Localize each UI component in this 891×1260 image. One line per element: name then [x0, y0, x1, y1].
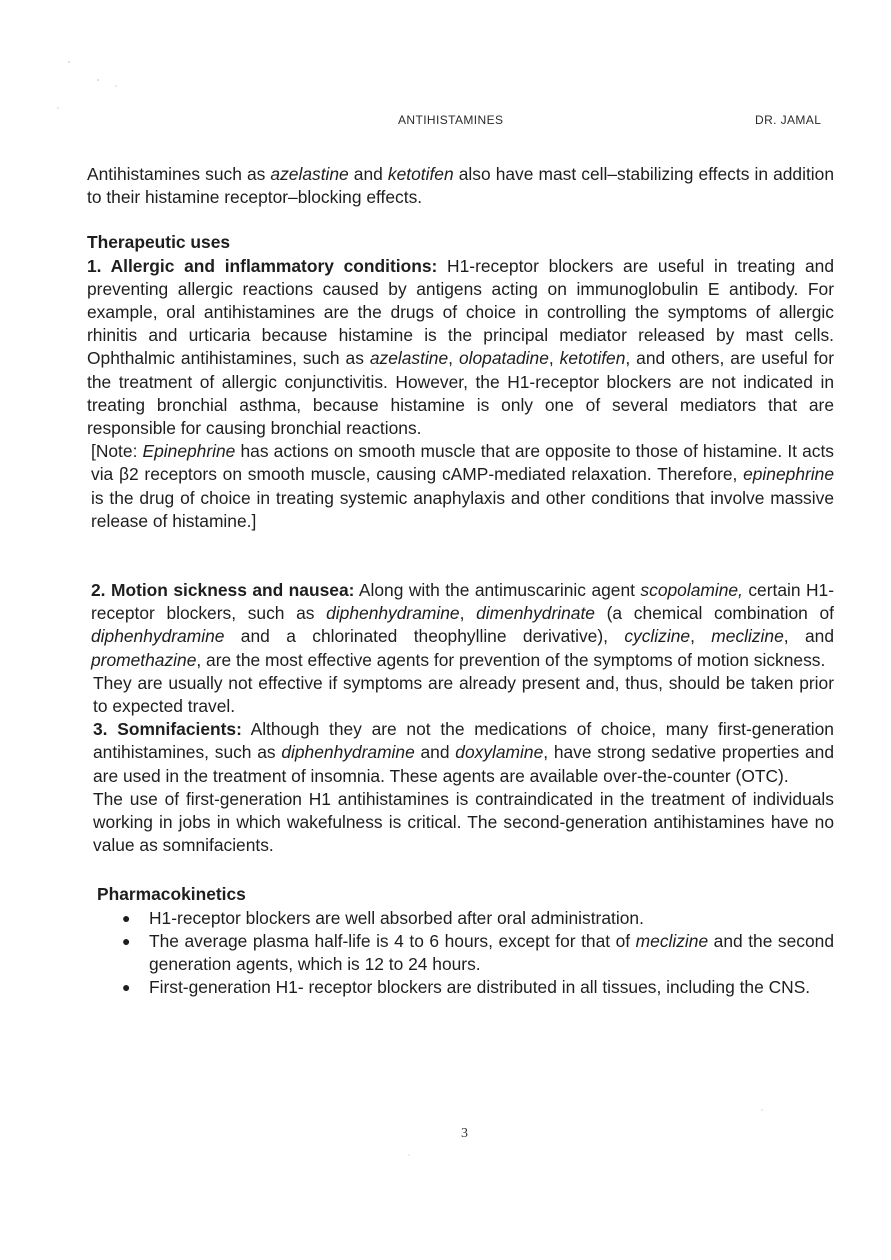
epinephrine-note: [Note: Epinephrine has actions on smooth muscle that are opposite to those of histamine. It acts via β2 receptors on smooth muscle, causing cAMP-mediated relaxation. Therefore, epinephrine is the drug of choice in treating systemic anaphylaxis and other conditions that involve massive release of histamine.]	[91, 441, 835, 531]
bullet-icon: ●	[122, 932, 131, 949]
page-body	[87, 163, 834, 1000]
page-number: 3	[461, 1126, 468, 1141]
contraindication-paragraph: The use of first-generation H1 antihistamines is contraindicated in the treatment of individuals working in jobs in which wakefulness is critical. The second-generation antihistamines have no value as somnifacients.	[93, 788, 834, 856]
list-item: ● The average plasma half-life is 4 to 6 hours, except for that of meclizine and the second generation agents, which is 12 to 24 hours.	[122, 930, 835, 975]
therapeutic-uses-heading: Therapeutic uses	[87, 232, 231, 253]
intro-paragraph: Antihistamines such as azelastine and ketotifen also have mast cell–stabilizing effects in addition to their histamine receptor–blocking effects.	[87, 164, 834, 208]
bullet-icon: ●	[122, 979, 131, 996]
pharmacokinetics-heading: Pharmacokinetics	[97, 884, 246, 905]
list-item: ● H1-receptor blockers are well absorbed after oral administration.	[149, 907, 834, 930]
allergic-conditions-paragraph: 1. Allergic and inflammatory conditions: H1-receptor blockers are useful in treating and preventing allergic reactions caused by antigens acting on immunoglobulin E antibody. For example, oral antihistamines are the drugs of choice in controlling the symptoms of allergic rhinitis and urticaria because histamine is the principal mediator released by mast cells. Ophthalmic antihistamines, such as azelastine, olopatadine, ketotifen, and others, are useful for the treatment of allergic conjunctivitis. However, the H1-receptor blockers are not indicated in treating bronchial asthma, because histamine is only one of several mediators that are responsible for causing bronchial reactions.	[87, 255, 834, 439]
list-item: ● First-generation H1- receptor blockers are distributed in all tissues, including the CNS.	[149, 976, 834, 999]
motion-sickness-paragraph: 2. Motion sickness and nausea: Along with the antimuscarinic agent scopolamine, certain H1-receptor blockers, such as diphenhydramine, dimenhydrinate (a chemical combination of diphenhydramine and a chlorinated theophylline derivative), cyclizine, meclizine, and promethazine, are the most effective agents for prevention of the symptoms of motion sickness.	[91, 580, 835, 670]
running-header-title: ANTIHISTAMINES	[398, 113, 504, 127]
somnifacients-paragraph: 3. Somnifacients: Although they are not the medications of choice, many first-generation antihistamines, such as diphenhydramine and doxylamine, have strong sedative properties and are used in the treatment of insomnia. These agents are available over-the-counter (OTC).	[93, 719, 834, 786]
bullet-icon: ●	[122, 909, 131, 926]
running-header-author: DR. JAMAL	[755, 113, 822, 127]
pharmacokinetics-list	[87, 907, 834, 1000]
motion-sickness-timing-paragraph: They are usually not effective if symptoms are already present and, thus, should be taken prior to expected travel.	[93, 672, 834, 717]
